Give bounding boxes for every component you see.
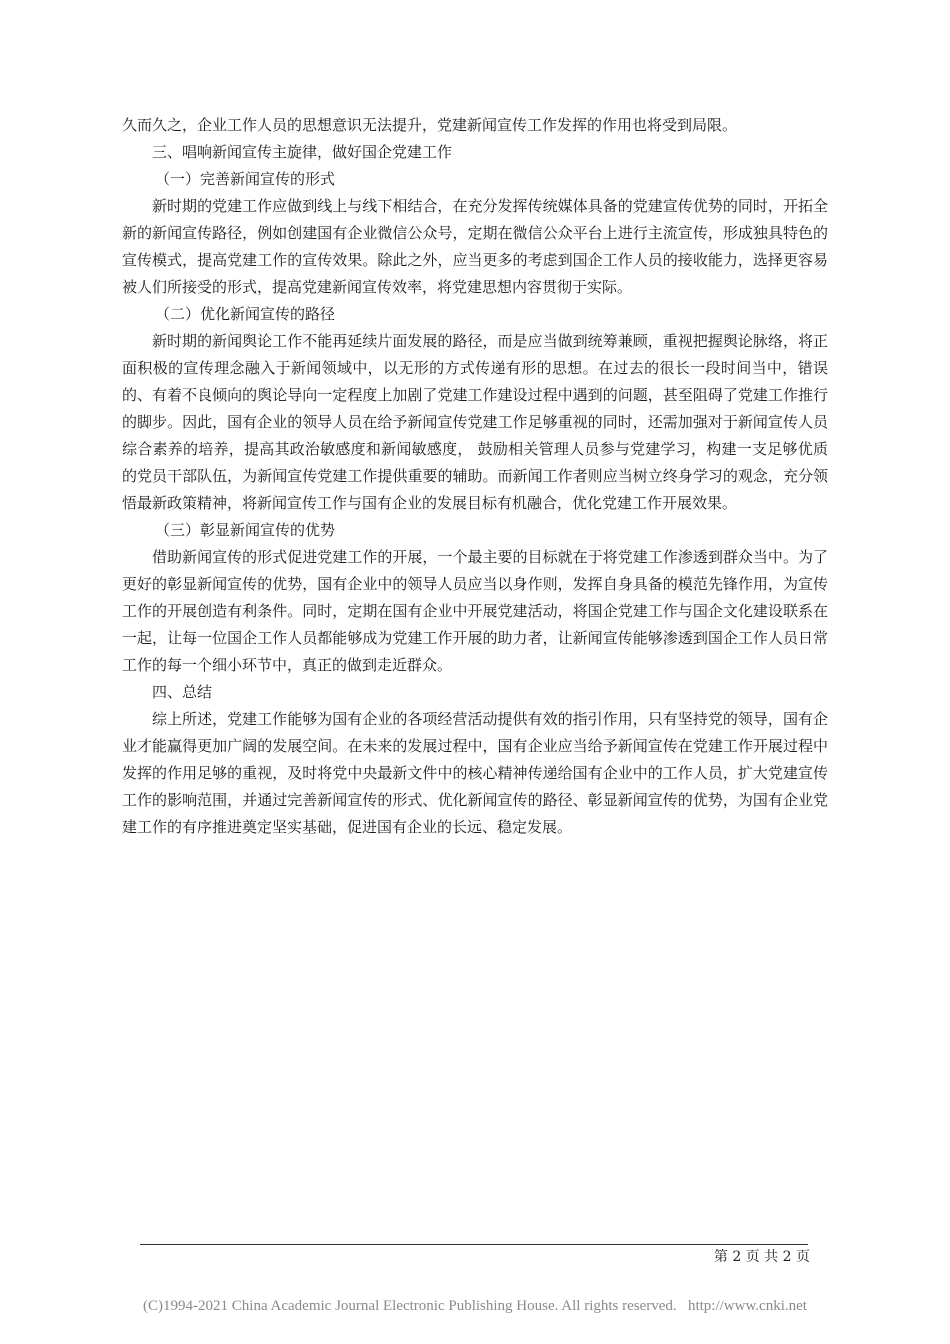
paragraph-continued: 久而久之，企业工作人员的思想意识无法提升，党建新闻宣传工作发挥的作用也将受到局限。 [122, 116, 738, 134]
subsection-heading-3-2: （二）优化新闻宣传的路径 [155, 305, 336, 323]
paragraph-3-2: 新时期的新闻舆论工作不能再延续片面发展的路径，而是应当做到统筹兼顾，重视把握舆论脉络，将正面积极的宣传理念融入于新闻领域中，以无形的方式传递有形的思想。在过去的很长一段时间当中，错误的、有着不良倾向的舆论导向一定程度上加剧了党建工作建设过程中遇到的问题，甚至阻碍了党建工作推行的脚步。因此，国有企业的领导人员在给予新闻宣传党建工作足够重视的同时，还需加强对于新闻宣传人员综合素养的培养，提高其政治敏感度和新闻敏感度， 鼓励相关管理人员参与党建学习，构建一支足够优质的党员干部队伍，为新闻宣传党建工作提供重要的辅助。而新闻工作者则应当树立终身学习的观念，充分领悟最新政策精神，将新闻宣传工作与国有企业的发展目标有机融合，优化党建工作开展效果。 [122, 332, 828, 512]
section-heading-4: 四、总结 [152, 683, 213, 701]
copyright-notice [0, 1296, 950, 1316]
paragraph-4: 综上所述，党建工作能够为国有企业的各项经营活动提供有效的指引作用，只有坚持党的领导，国有企业才能赢得更加广阔的发展空间。在未来的发展过程中，国有企业应当给予新闻宣传在党建工作开展过程中发挥的作用足够的重视，及时将党中央最新文件中的核心精神传递给国有企业中的工作人员，扩大党建宣传工作的影响范围，并通过完善新闻宣传的形式、优化新闻宣传的路径、彰显新闻宣传的优势，为国有企业党建工作的有序推进奠定坚实基础，促进国有企业的长远、稳定发展。 [122, 710, 828, 836]
cnki-url: http://www.cnki.net [687, 1298, 807, 1314]
paragraph-3-3: 借助新闻宣传的形式促进党建工作的开展，一个最主要的目标就在于将党建工作渗透到群众当中。为了更好的彰显新闻宣传的优势，国有企业中的领导人员应当以身作则，发挥自身具备的模范先锋作用，为宣传工作的开展创造有利条件。同时，定期在国有企业中开展党建活动，将国企党建工作与国企文化建设联系在一起，让每一位国企工作人员都能够成为党建工作开展的助力者，让新闻宣传能够渗透到国企工作人员日常工作的每一个细小环节中，真正的做到走近群众。 [122, 548, 828, 674]
subsection-heading-3-3: （三）彰显新闻宣传的优势 [155, 521, 336, 539]
page-number: 第 2 页 共 2 页 [713, 1249, 810, 1265]
copyright-text: (C)1994-2021 China Academic Journal Electronic Publishing House. All rights reserved. [143, 1298, 677, 1314]
paragraph-3-1: 新时期的党建工作应做到线上与线下相结合，在充分发挥传统媒体具备的党建宣传优势的同时，开拓全新的新闻宣传路径，例如创建国有企业微信公众号，定期在微信公众平台上进行主流宣传，形成独具特色的宣传模式，提高党建工作的宣传效果。除此之外，应当更多的考虑到国企工作人员的接收能力，选择更容易被人们所接受的形式，提高党建新闻宣传效率，将党建思想内容贯彻于实际。 [122, 197, 828, 296]
section-heading-3: 三、唱响新闻宣传主旋律，做好国企党建工作 [152, 143, 453, 161]
subsection-heading-3-1: （一）完善新闻宣传的形式 [155, 170, 336, 188]
footer-divider [140, 1244, 808, 1245]
body-text [122, 112, 828, 841]
